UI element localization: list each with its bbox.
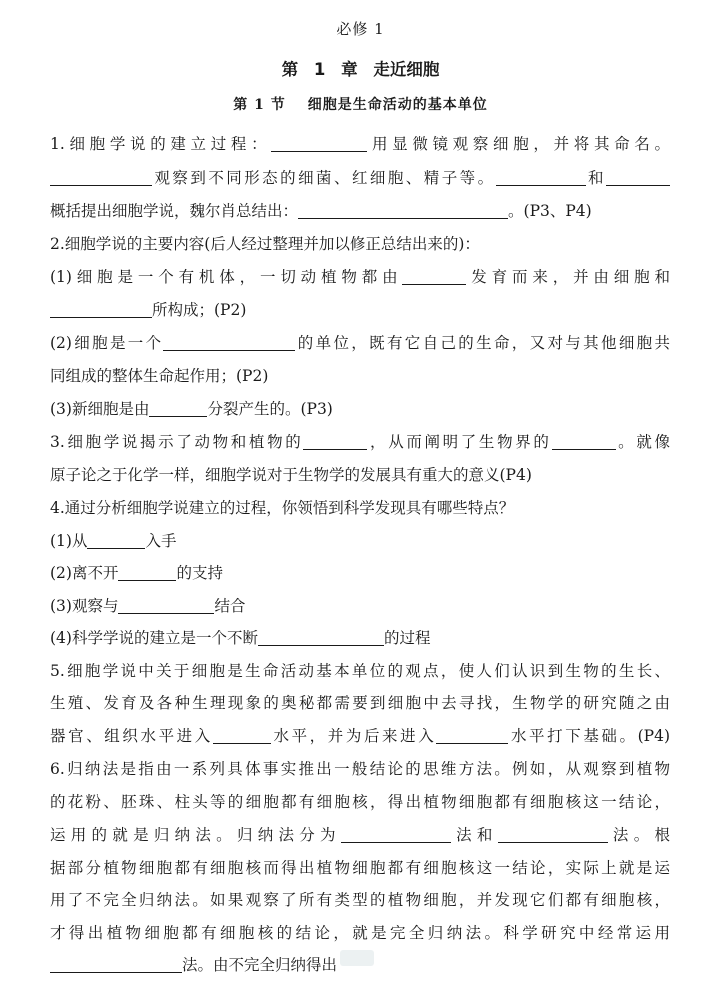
question-line: 据部分植物细胞都有细胞核而得出植物细胞都有细胞核这一结论，实际上就是运 <box>50 859 670 877</box>
answer-blank[interactable] <box>341 826 451 843</box>
answer-blank[interactable] <box>436 727 508 744</box>
question-line: (3)观察与 结合 <box>50 597 246 615</box>
answer-blank[interactable] <box>303 433 367 450</box>
answer-blank[interactable] <box>298 202 508 219</box>
section-title: 细胞是生命活动的基本单位 <box>307 97 488 113</box>
section-number: 第 1 节 <box>233 97 286 113</box>
question-line: (1)细胞是一个有机体，一切动植物都由 发育而来，并由细胞和 <box>50 268 670 286</box>
chapter-number: 第 1 章 <box>281 60 358 79</box>
question-line: 3.细胞学说揭示了动物和植物的 ，从而阐明了生物界的 。就像 <box>50 433 670 451</box>
question-line: (2)离不开 的支持 <box>50 564 223 582</box>
section-heading <box>0 94 721 114</box>
answer-blank[interactable] <box>552 433 616 450</box>
question-line: 所构成；(P2) <box>50 300 670 320</box>
answer-blank[interactable] <box>271 135 367 152</box>
question-line: (1)从 入手 <box>50 532 177 550</box>
book-label: 必修 1 <box>336 20 385 38</box>
question-line: 概括提出细胞学说，魏尔肖总结出： 。(P3、P4) <box>50 202 592 220</box>
question-line: 同组成的整体生命起作用；(P2) <box>50 367 269 385</box>
question-line: 的花粉、胚珠、柱头等的细胞都有细胞核，得出植物细胞都有细胞核这一结论， <box>50 793 670 811</box>
question-line: 法。由不完全归纳得出 <box>50 955 670 975</box>
answer-blank[interactable] <box>163 334 295 351</box>
answer-blank[interactable] <box>50 301 152 318</box>
question-line: 4.通过分析细胞学说建立的过程，你领悟到科学发现具有哪些特点？ <box>50 499 515 517</box>
question-line: 用了不完全归纳法。如果观察了所有类型的植物细胞，并发现它们都有细胞核， <box>50 891 670 909</box>
answer-blank[interactable] <box>50 169 152 186</box>
question-line: 5.细胞学说中关于细胞是生命活动基本单位的观点，使人们认识到生物的生长、 <box>50 662 670 680</box>
question-line: 6.归纳法是指由一系列具体事实推出一般结论的思维方法。例如，从观察到植物 <box>50 760 670 778</box>
watermark-mark <box>340 950 374 966</box>
question-line: 2.细胞学说的主要内容(后人经过整理并加以修正总结出来的)： <box>50 235 480 253</box>
question-line: (3)新细胞是由 分裂产生的。(P3) <box>50 400 333 418</box>
answer-blank[interactable] <box>402 268 466 285</box>
question-line: 运用的就是归纳法。归纳法分为 法和 法。根 <box>50 826 670 844</box>
answer-blank[interactable] <box>498 826 608 843</box>
answer-blank[interactable] <box>87 532 145 549</box>
answer-blank[interactable] <box>258 629 384 646</box>
question-line: (2)细胞是一个 的单位，既有它自己的生命，又对与其他细胞共 <box>50 334 670 352</box>
question-line: (4)科学学说的建立是一个不断 的过程 <box>50 629 431 647</box>
question-line: 1.细胞学说的建立过程： 用显微镜观察细胞，并将其命名。 <box>50 135 670 153</box>
question-line: 原子论之于化学一样，细胞学说对于生物学的发展具有重大的意义(P4) <box>50 466 532 484</box>
chapter-heading <box>0 56 721 80</box>
answer-blank[interactable] <box>50 956 182 973</box>
answer-blank[interactable] <box>118 564 176 581</box>
question-line: 生殖、发育及各种生理现象的奥秘都需要到细胞中去寻找，生物学的研究随之由 <box>50 694 670 712</box>
answer-blank[interactable] <box>496 169 586 186</box>
answer-blank[interactable] <box>118 597 214 614</box>
answer-blank[interactable] <box>213 727 271 744</box>
question-line: 观察到不同形态的细菌、红细胞、精子等。 和 <box>50 168 670 188</box>
question-line: 才得出植物细胞都有细胞核的结论，就是完全归纳法。科学研究中经常运用 <box>50 924 670 942</box>
answer-blank[interactable] <box>606 169 670 186</box>
answer-blank[interactable] <box>149 400 207 417</box>
chapter-title: 走近细胞 <box>373 60 440 79</box>
question-line: 器官、组织水平进入 水平，并为后来进入 水平打下基础。(P4) <box>50 727 670 745</box>
